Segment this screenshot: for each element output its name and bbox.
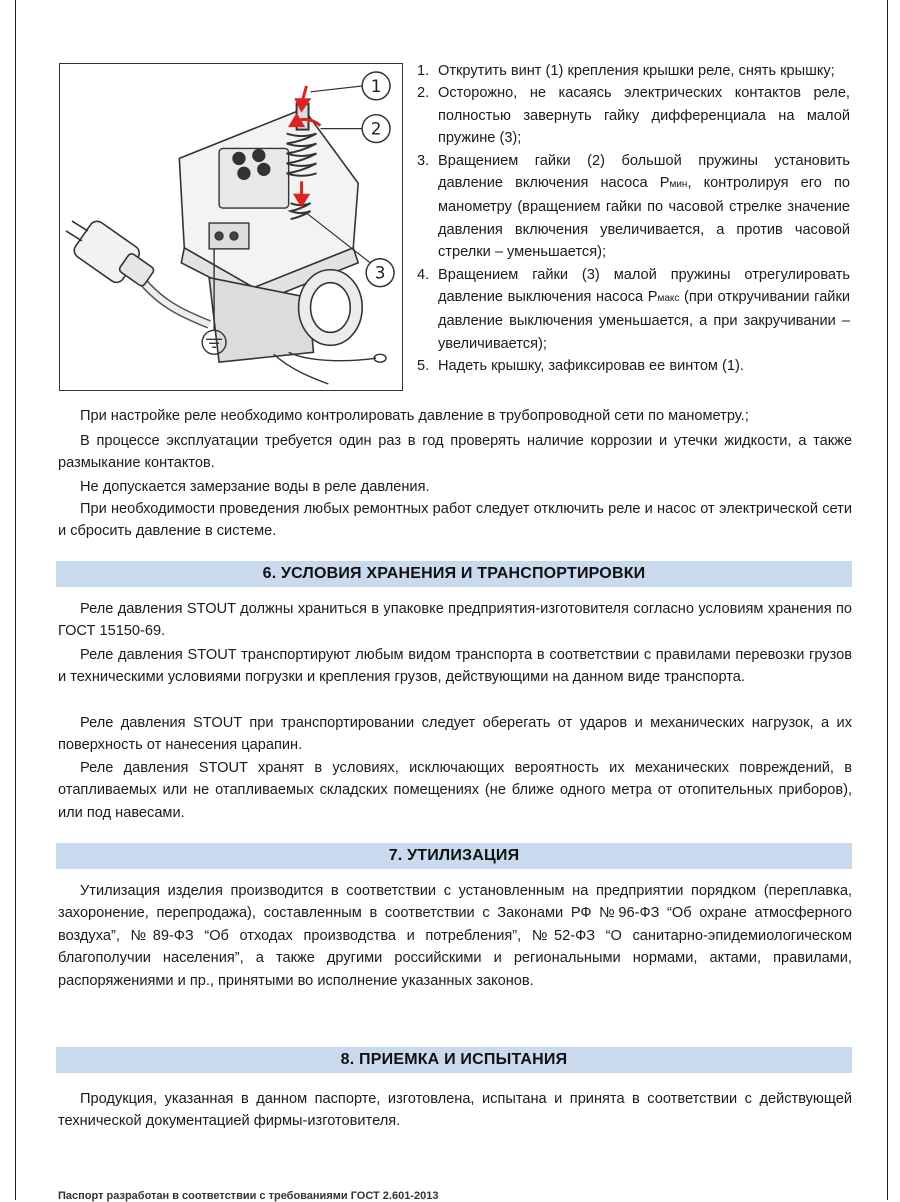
footer-note: Паспорт разработан в соответствии с требованиями ГОСТ 2.601-2013	[58, 1190, 439, 1202]
callout-2-label: 2	[370, 118, 382, 139]
step-number: 5.	[417, 358, 430, 375]
note-paragraph: Не допускается замерзание воды в реле давления.	[80, 479, 430, 495]
step-text-part-a: Вращением гайки (3) малой пружины отрегулировать давление выключения насоса P	[438, 266, 850, 306]
step-item	[414, 355, 850, 377]
step-item	[414, 82, 850, 149]
section-6-paragraph: Реле давления STOUT должны храниться в упаковке предприятия-изготовителя согласно условиям хранения по ГОСТ 15150-69.	[58, 601, 852, 640]
section-7-heading: 7. УТИЛИЗАЦИЯ	[56, 843, 852, 869]
section-6-paragraph: Реле давления STOUT транспортируют любым видом транспорта в соответствии с правилами перевозки грузов и техническими условиями погрузки и крепления грузов, действующими на данном виде транспорта.	[58, 647, 852, 686]
section-6-heading: 6. УСЛОВИЯ ХРАНЕНИЯ И ТРАНСПОРТИРОВКИ	[56, 561, 852, 587]
step-number: 3.	[417, 152, 430, 169]
section-6-paragraph: Реле давления STOUT хранят в условиях, исключающих вероятность их механических повреждений, в отапливаемых или не отапливаемых складских помещениях (не ближе одного метра от отопительных приборов), или под навесами.	[58, 760, 852, 821]
page-border-right	[887, 0, 888, 1200]
pressure-subscript-max: макс	[657, 293, 680, 305]
section-8-heading: 8. ПРИЕМКА И ИСПЫТАНИЯ	[56, 1047, 852, 1073]
step-text: Осторожно, не касаясь электрических контактов реле, полностью завернуть гайку дифференциала на малой пружине (3);	[438, 85, 850, 147]
step-text-part-b: (при откручивании гайки давление выключения уменьшается, а при закручивании – увеличивается);	[438, 289, 850, 352]
callout-2	[320, 115, 390, 143]
pressure-switch-figure	[59, 63, 403, 391]
step-number: 2.	[417, 85, 430, 102]
step-text: Открутить винт (1) крепления крышки реле, снять крышку;	[438, 63, 835, 79]
section-7-paragraph: Утилизация изделия производится в соответствии с установленным на предприятии порядком (переплавка, захоронение, перепродажа), составленным в соответствии с Законами РФ №96-ФЗ “Об охране атмосферного воздуха”, №89-ФЗ “Об отходах производства и потребления”, №52-ФЗ “О санитарно-эпидемиологическом благополучии населения”, а также другими российскими и региональными нормами, актами, правилами, распоряжениями и пр., принятыми во исполнение указанных законов.	[58, 883, 852, 989]
step-text: Надеть крышку, зафиксировав ее винтом (1).	[438, 358, 744, 375]
step-number: 1.	[417, 63, 430, 79]
step-item	[414, 150, 850, 264]
note-paragraph: В процессе эксплуатации требуется один раз в год проверять наличие коррозии и утечки жидкости, а также размыкание контактов.	[58, 433, 852, 472]
pressure-subscript-min: мин	[669, 179, 688, 191]
section-6-paragraph: Реле давления STOUT при транспортировании следует оберегать от ударов и механических нагрузок, а их поверхность от нанесения царапин.	[58, 715, 852, 754]
adjustment-steps-list	[414, 60, 850, 378]
page-border-left	[15, 0, 16, 1200]
step-number: 4.	[417, 266, 430, 283]
step-text-part-a: Вращением гайки (2) большой пружины установить давление включения насоса P	[438, 152, 850, 192]
step-text-part-b: , контролируя его по манометру (вращением гайки по часовой стрелке значение давления включения увеличивается, а против часовой стрелки – уменьшается);	[438, 175, 850, 261]
callout-1	[311, 72, 391, 100]
step-item	[414, 60, 850, 82]
callout-1-label: 1	[370, 75, 382, 96]
section-8-paragraph: Продукция, указанная в данном паспорте, изготовлена, испытана и принята в соответствии с действующей технической документацией фирмы-изготовителя.	[58, 1091, 852, 1130]
ground-wire	[274, 352, 386, 384]
note-paragraph: При настройке реле необходимо контролировать давление в трубопроводной сети по манометру.;	[80, 408, 749, 424]
callout-3-label: 3	[374, 262, 386, 283]
pressure-switch-illustration	[60, 64, 402, 390]
note-paragraph: При необходимости проведения любых ремонтных работ следует отключить реле и насос от электрической сети и сбросить давление в системе.	[58, 501, 852, 540]
step-item	[414, 264, 850, 356]
